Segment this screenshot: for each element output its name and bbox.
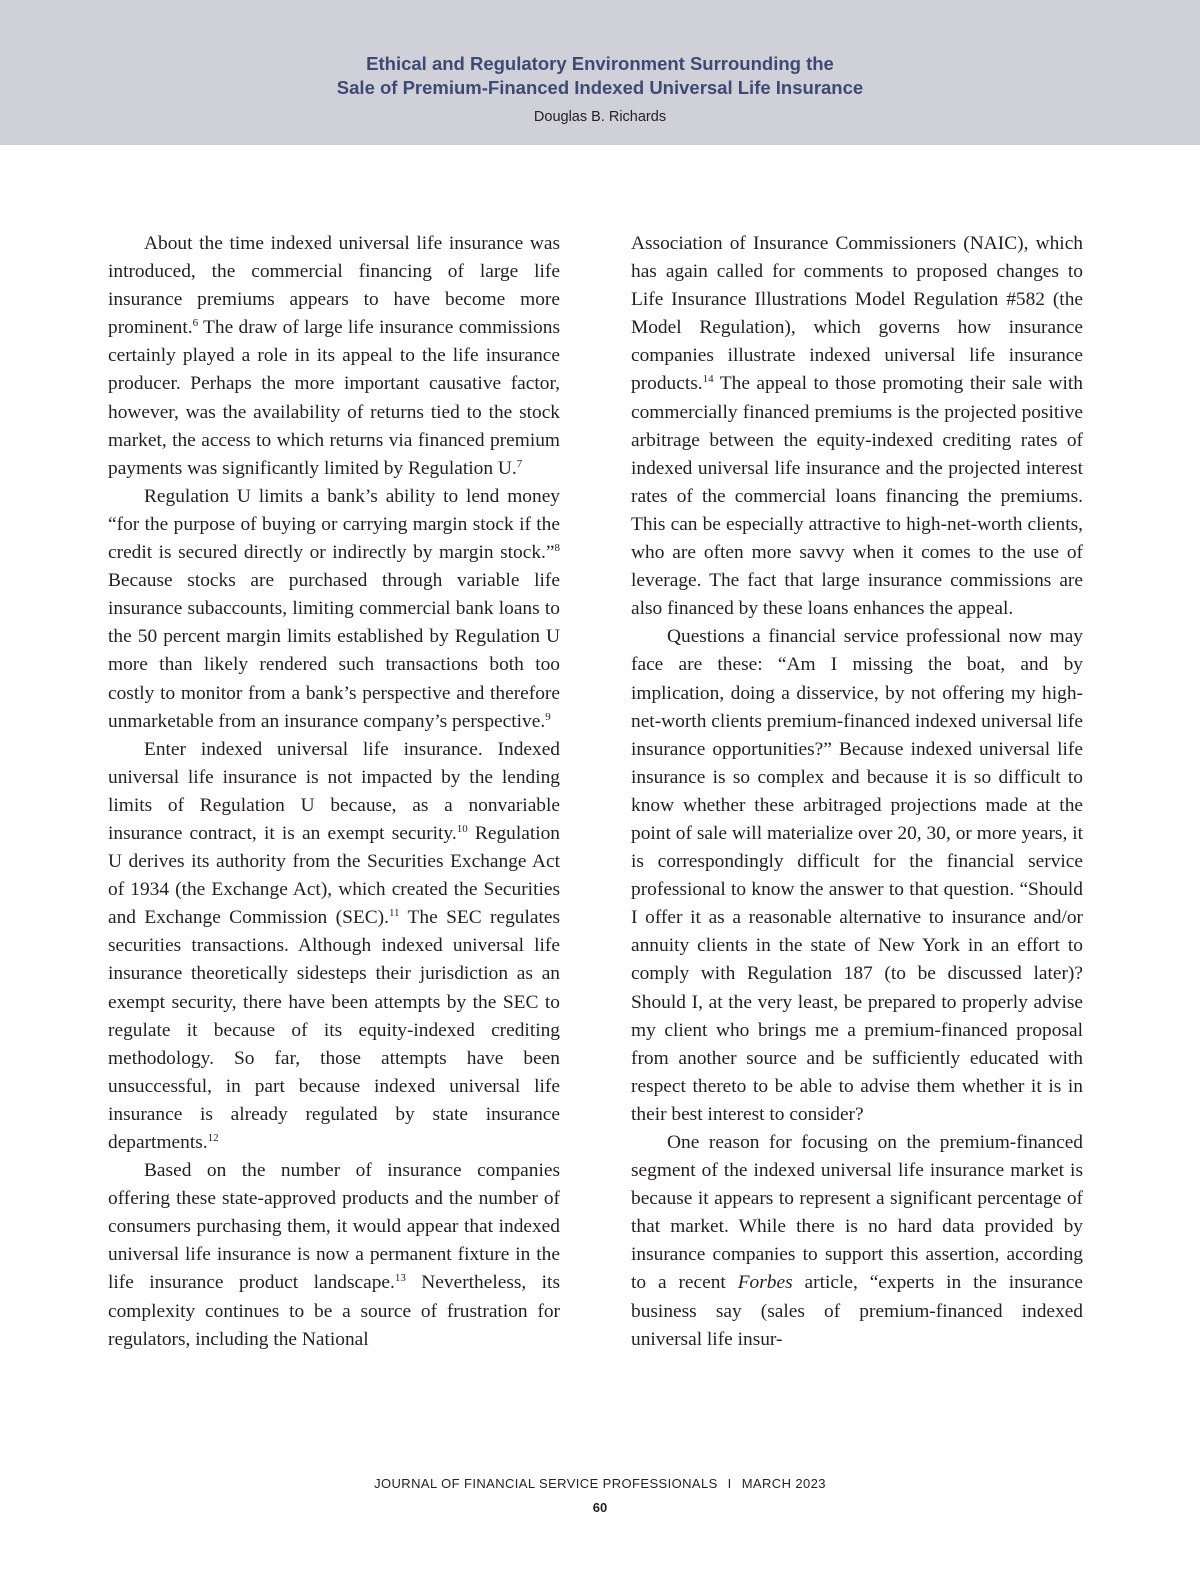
footnote-ref: 12 (207, 1132, 219, 1144)
paragraph: Association of Insurance Commissioners (NAIC), which has again called for comments to proposed changes to Life Insurance Illustrations Model Regulation #582 (the Model Regulation), which governs how insurance companies illustrate indexed universal life insurance products.$^{14}$ The appeal to those promoting their sale with commercially financed premiums is the projected positive arbitrage between the equity-indexed crediting rates of indexed universal life insurance and the projected interest rates of the commercial loans financing the premiums. This can be especially attractive to high-net-worth clients, who are often more savvy when it comes to the use of leverage. The fact that large insurance commissions are also financed by these loans enhances the appeal. (631, 233, 1083, 620)
paragraph: Regulation U limits a bank’s ability to lend money “for the purpose of buying or carrying margin stock if the credit is secured directly or indirectly by margin stock.”$^8$ Because stocks are purchased through variable life insurance subaccounts, limiting commercial bank loans to the 50 percent margin limits established by Regulation U more than likely rendered such transactions both too costly to monitor from a bank’s perspective and therefore unmarketable from an insurance company’s perspective.$^9$ (108, 485, 560, 732)
paragraph: One reason for focusing on the premium-financed segment of the indexed universal life insurance market is because it appears to represent a significant percentage of that market. While there is no hard data provided by insurance companies to support this assertion, according to a recent Forbes article, “experts in the insurance business say (sales of premium-financed indexed universal life insur- (631, 1132, 1083, 1350)
author-name: Douglas B. Richards (533, 109, 667, 125)
paragraph: Enter indexed universal life insurance. Indexed universal life insurance is not impacted by the lending limits of Regulation U because, as a nonvariable insurance contract, it is an exempt security.$^{10}$ Regulation U derives its authority from the Securities Exchange Act of 1934 (the Exchange Act), which created the Securities and Exchange Commission (SEC).$^{11}$ The SEC regulates securities transactions. Although indexed universal life insurance theoretically sidesteps their jurisdiction as an exempt security, there have been attempts by the SEC to regulate it because of its equity-indexed crediting methodology. So far, those attempts have been unsuccessful, in part because indexed universal life insurance is already regulated by state insurance departments.$^{12}$ (108, 738, 561, 1153)
footnote-ref: 9 (545, 710, 551, 723)
title-line-1: Ethical and Regulatory Environment Surrounding the (366, 53, 834, 74)
paragraph: Based on the number of insurance companies offering these state-approved products and the number of consumers purchasing them, it would appear that indexed universal life insurance is now a permanent fixture in the life insurance product landscape.$^{13}$ Nevertheless, its complexity continues to be a source of frustration for regulators, including the National (108, 1160, 560, 1350)
footnote-ref: 6 (192, 317, 199, 330)
publication-name: Forbes (737, 1272, 793, 1294)
footnote-ref: 14 (702, 373, 714, 386)
footnote-ref: 10 (456, 822, 468, 835)
running-footer (0, 1476, 1200, 1491)
right-column (631, 230, 1083, 1354)
issue-date: MARCH 2023 (741, 1476, 826, 1491)
paragraph: Questions a financial service professional now may face are these: “Am I missing the boat, and by implication, doing a disservice, by not offering my high-net-worth clients premium-financed indexed universal life insurance opportunities?” Because indexed universal life insurance is so complex and because it is so difficult to know whether these arbitraged projections made at the point of sale will materialize over 20, 30, or more years, it is correspondingly difficult for the financial service professional to know the answer to that question. “Should I offer it as a reasonable alternative to insurance and/or annuity clients in the state of New York in an effort to comply with Regulation 187 (to be discussed later)? Should I, at the very least, be prepared to properly advise my client who brings me a premium-financed proposal from another source and be sufficiently educated with respect thereto to be able to advise them whether it is in their best interest to consider? (631, 626, 1083, 1125)
footer-separator: I (727, 1476, 732, 1491)
footnote-ref: 8 (554, 542, 560, 555)
footnote-ref: 11 (388, 907, 400, 920)
footnote-ref: 7 (516, 457, 523, 470)
paragraph: About the time indexed universal life insurance was introduced, the commercial financing of large life insurance premiums appears to have become more prominent.$^6$ The draw of large life insurance commissions certainly played a role in its appeal to the life insurance producer. Perhaps the more important causative factor, however, was the availability of returns tied to the stock market, the access to which returns via financed premium payments was significantly limited by Regulation U.$^7$ (108, 233, 560, 479)
left-column (108, 230, 560, 1354)
journal-name: JOURNAL OF FINANCIAL SERVICE PROFESSIONALS (374, 1476, 718, 1491)
title-line-2: Sale of Premium-Financed Indexed Universal Life Insurance (336, 77, 864, 98)
page-number: 60 (592, 1500, 608, 1515)
article-header (0, 0, 1200, 145)
footnote-ref: 13 (394, 1272, 406, 1285)
article-title (0, 52, 1200, 100)
